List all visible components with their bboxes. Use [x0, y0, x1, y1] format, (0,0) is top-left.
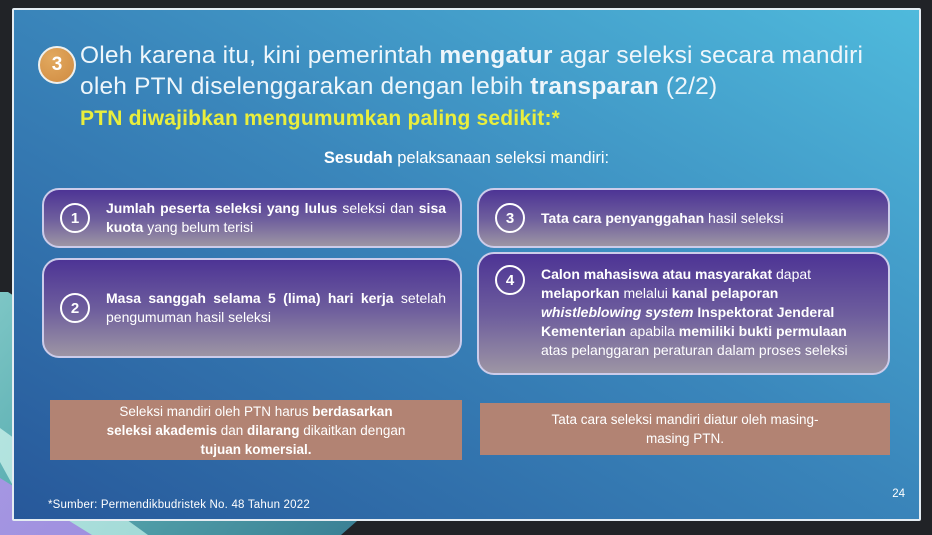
note-segment: Tata cara seleksi mandiri diatur oleh masing-masing PTN. [551, 412, 819, 446]
item-segment: apabila [625, 323, 679, 339]
item-segment-bold-italic: whistleblowing system [541, 304, 694, 320]
item-number: 3 [505, 209, 515, 227]
note-segment-bold: tujuan komersial. [200, 441, 312, 457]
note-text [535, 410, 835, 448]
item-number: 2 [70, 299, 80, 317]
section-heading-bold: Sesudah [323, 149, 393, 167]
item-segment: yang belum terisi [143, 219, 254, 235]
item-segment-bold: memiliki bukti permulaan [678, 323, 847, 339]
presentation-slide [12, 8, 921, 521]
note-segment: dikaitkan dengan [299, 422, 406, 438]
item-segment-bold: Jumlah peserta seleksi yang lulus [106, 200, 338, 216]
source-footnote: *Sumber: Permendikbudristek No. 48 Tahun 2022 [48, 499, 310, 511]
title-segment: (2/2) [658, 73, 718, 100]
item-box-4 [477, 252, 890, 375]
item-number-circle [60, 203, 90, 233]
note-segment-bold: dilarang [247, 422, 300, 438]
item-number-circle [60, 293, 90, 323]
item-number: 4 [505, 271, 515, 289]
note-box-right [480, 403, 890, 455]
slide-number-badge [38, 46, 76, 84]
item-segment: atas pelanggaran peraturan dalam proses seleksi [541, 342, 848, 358]
item-segment-bold: Masa sanggah selama 5 (lima) hari kerja [106, 290, 394, 306]
item-segment-bold: sisa kuota [106, 200, 447, 235]
item-segment-bold: kanal pelaporan [671, 285, 779, 301]
note-segment-bold: berdasarkan seleksi akademis [106, 403, 393, 438]
item-segment: melalui [619, 285, 672, 301]
item-segment-bold: Inspektorat Jenderal Kementerian [541, 304, 835, 339]
item-box-3 [477, 188, 890, 248]
page-number: 24 [892, 488, 905, 500]
item-number-circle [495, 203, 525, 233]
item-text [106, 199, 446, 237]
item-text [541, 209, 784, 228]
section-heading-rest: pelaksanaan seleksi mandiri: [392, 149, 610, 167]
note-text [102, 402, 410, 459]
note-segment: Seleksi mandiri oleh PTN harus [119, 403, 313, 419]
item-segment: dapat [772, 266, 812, 282]
item-segment-bold: Calon mahasiswa atau masyarakat [541, 266, 773, 282]
item-box-2 [42, 258, 462, 358]
item-segment-bold: Tata cara penyanggahan [541, 209, 705, 226]
note-segment: dan [216, 422, 247, 438]
section-heading [14, 149, 919, 168]
item-segment: seleksi dan [337, 200, 419, 216]
badge-number: 3 [51, 54, 63, 75]
item-segment: setelah pengumuman hasil seleksi [106, 290, 446, 325]
title-segment-bold: transparan [530, 73, 659, 100]
item-number: 1 [70, 209, 80, 227]
item-segment-bold: melaporkan [541, 285, 620, 301]
item-text [106, 289, 446, 327]
title-segment: Oleh karena itu, kini pemerintah [80, 42, 440, 69]
item-text [541, 265, 874, 360]
title-segment: agar seleksi secara mandiri oleh PTN diselenggarakan dengan lebih [80, 42, 864, 100]
note-box-left [50, 400, 462, 460]
slide-title [80, 40, 880, 102]
slide-subtitle: PTN diwajibkan mengumumkan paling sedikit:* [80, 107, 561, 130]
item-segment: hasil seleksi [704, 209, 784, 226]
item-box-1 [42, 188, 462, 248]
item-number-circle [495, 265, 525, 295]
title-segment-bold: mengatur [439, 42, 553, 69]
